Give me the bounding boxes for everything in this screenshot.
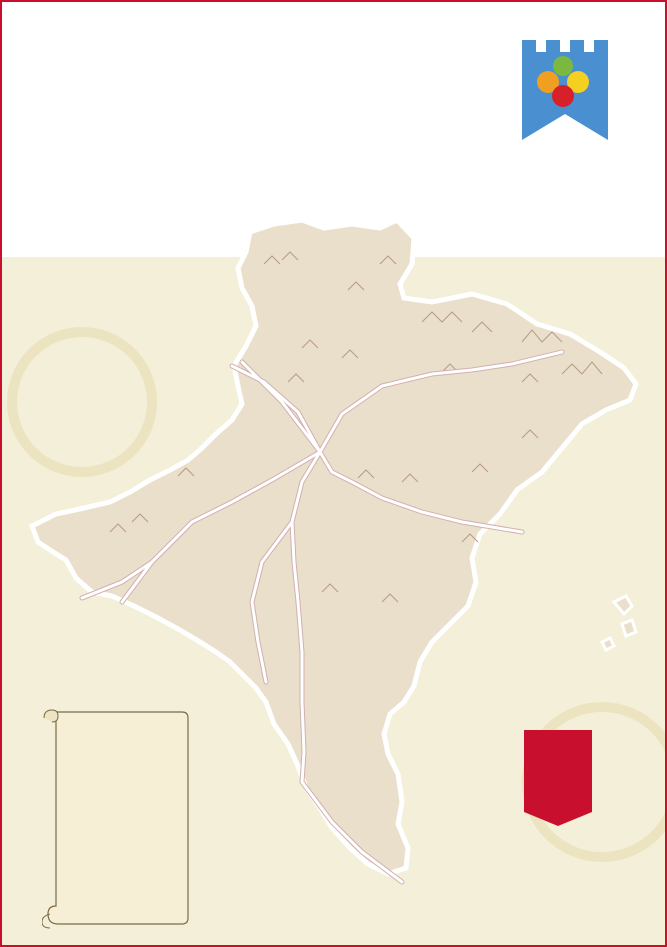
ornament-circle	[12, 332, 152, 472]
scroll-icon	[42, 708, 192, 930]
territory-islands	[602, 596, 636, 650]
banner-icon	[522, 728, 594, 828]
itinerary-legend	[42, 708, 192, 930]
navarra-anniversary-badge	[522, 708, 594, 828]
